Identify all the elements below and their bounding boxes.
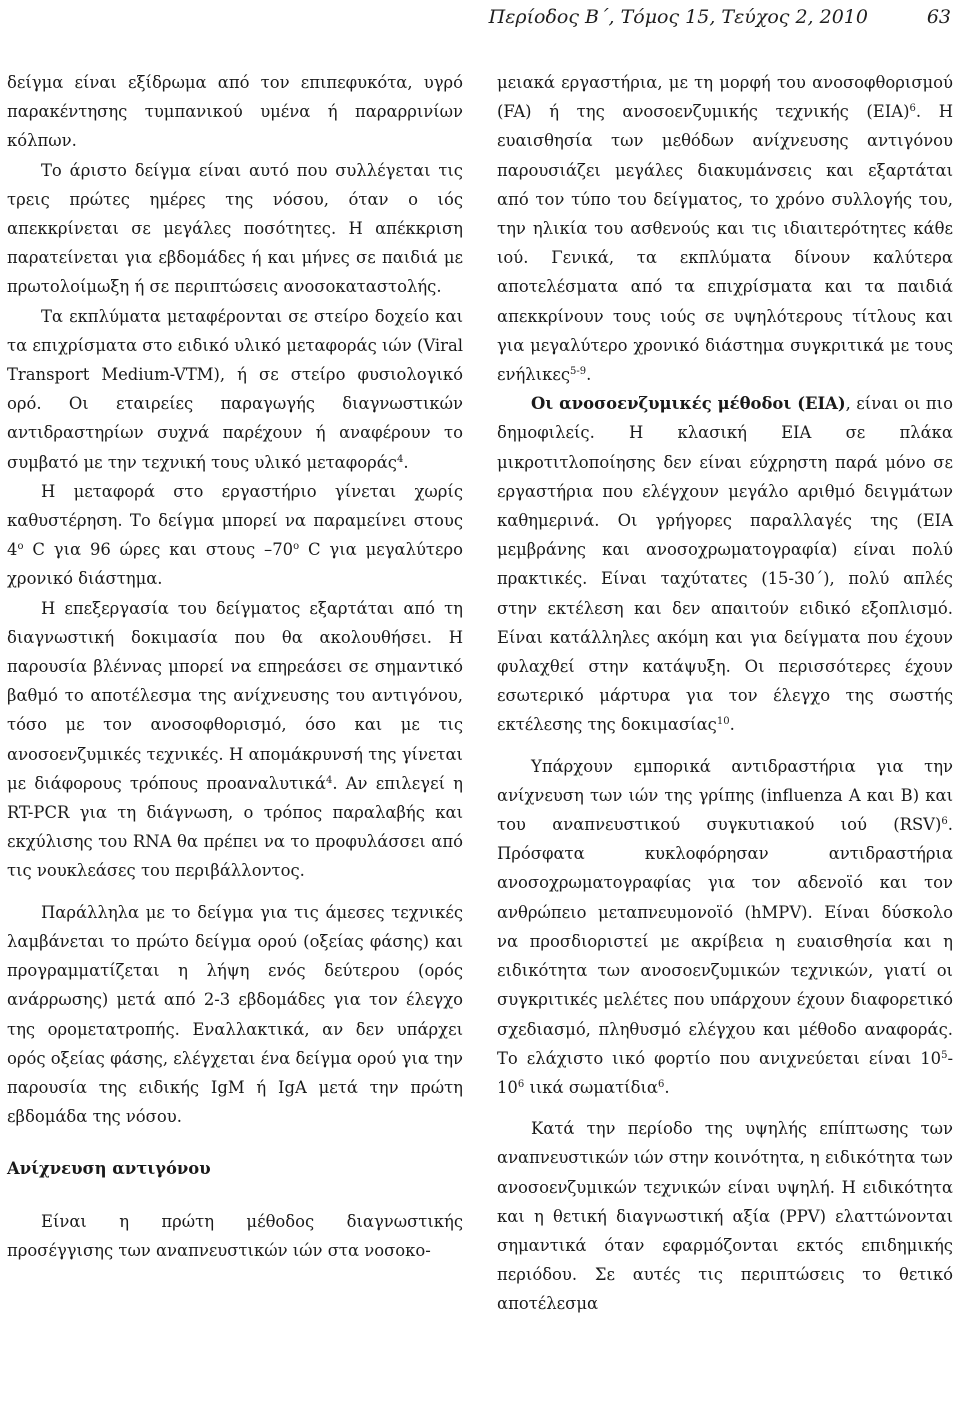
paragraph-text: μειακά εργαστήρια, με τη μορφή του ανοσοφθορισμού (FA) ή της ανοσοενζυμικής τεχνικής (EIA) bbox=[497, 73, 953, 122]
paragraph-text: C για 96 ώρες και στους –70 bbox=[23, 540, 294, 560]
bold-term: Οι ανοσοενζυμικές μέθοδοι (EIA) bbox=[531, 394, 846, 414]
exponent: 5 bbox=[941, 1049, 948, 1061]
paragraph: δείγμα είναι εξίδρωμα από τον επιπεφυκότα, υγρό παρακέντησης τυμπανικού υμένα ή παραρρινίων κόλπων. bbox=[7, 73, 463, 151]
page-number: 63 bbox=[926, 6, 951, 28]
paragraph-text: Η μεταφορά στο εργαστήριο γίνεται χωρίς καθυστέρηση. Το δείγμα μπορεί να παραμείνει στους 4 bbox=[7, 481, 463, 560]
citation-ref: 10 bbox=[716, 716, 730, 728]
paragraph: Παράλληλα με το δείγμα για τις άμεσες τεχνικές λαμβάνεται το πρώτο δείγμα ορού (οξείας φάσης) και προγραμματίζεται η λήψη ενός δεύτερου (ορός ανάρρωσης) μετά από 2-3 εβδομάδες για τον έλεγχο της ορομετατροπής. Εναλλακτικά, αν δεν υπάρχει ορός οξείας φάσης, ελέγχεται ένα δείγμα ορού για την παρουσία της ειδικής IgM ή IgA μετά την πρώτη εβδομάδα της νόσου. bbox=[7, 902, 463, 1127]
paragraph: Είναι η πρώτη μέθοδος διαγνωστικής προσέγγισης των αναπνευστικών ιών στα νοσοκο- bbox=[7, 1211, 463, 1260]
degree-mark: ο bbox=[293, 541, 300, 553]
paragraph-text: . Η ευαισθησία των μεθόδων ανίχνευσης αντιγόνου παρουσιάζει μεγάλες διακυμάνσεις και εξαρτάται από τον τύπο του δείγματος, το χρόνο συλλογής του, την ηλικία του ασθενούς και τις ιδιαιτερότητες κάθε ιού. Γενικά, τα εκπλύματα δίνουν καλύτερα αποτελέσματα από τα επιχρίσματα και τα παιδιά απεκκρίνουν τους ιούς σε υψηλότερους τίτλους και για μεγαλύτερο χρονικό διάστημα συγκριτικά με τους ενήλικες bbox=[497, 102, 953, 385]
paragraph-text: Τα εκπλύματα μεταφέρονται σε στείρο δοχείο και τα επιχρίσματα στο ειδικό υλικό μεταφοράς ιών (Viral Transport Medium-VTM), ή σε στείρο φυσιολογικό ορό. Οι εταιρείες παραγωγής διαγνωστικών αντιδραστηρίων συχνά παρέχουν ή αναφέρουν το συμβατό με την τεχνική τους υλικό μεταφοράς bbox=[7, 306, 463, 472]
paragraph-text: Υπάρχουν εμπορικά αντιδραστήρια για την ανίχνευση των ιών της γρίπης (influenza A και B) και του αναπνευστικού συγκυτιακού ιού (RSV) bbox=[497, 756, 953, 835]
citation-ref: 4 bbox=[396, 453, 404, 465]
paragraph-text: . bbox=[729, 715, 735, 735]
paragraph bbox=[497, 752, 953, 1102]
paragraph-text: . bbox=[586, 365, 592, 385]
paragraph bbox=[7, 302, 463, 477]
citation-ref: 6 bbox=[909, 103, 916, 115]
citation-ref: 5-9 bbox=[570, 366, 587, 378]
paragraph-text: . Αν επιλεγεί η RT-PCR για τη διάγνωση, ο τρόπος παραλαβής και εκχύλισης του RNA θα πρέπει να το προφυλάσσει από τις νουκλεάσες του περιβάλλοντος. bbox=[7, 773, 463, 881]
page-header bbox=[0, 0, 960, 40]
degree-mark: ο bbox=[17, 541, 24, 553]
section-heading: Ανίχνευση αντιγόνου bbox=[7, 1159, 211, 1179]
paragraph: Το άριστο δείγμα είναι αυτό που συλλέγεται τις τρεις πρώτες ημέρες της νόσου, όταν ο ιός απεκκρίνεται σε μεγάλες ποσότητες. Η απέκκριση παρατείνεται για εβδομάδες ή και μήνες σε παιδιά με πρωτολοίμωξη ή σε περιπτώσεις ανοσοκαταστολής. bbox=[7, 160, 463, 297]
paragraph-text: -10 bbox=[497, 1048, 953, 1097]
paragraph-text: , είναι οι πιο δημοφιλείς. Η κλασική EIA σε πλάκα μικροτιτλοποίησης δεν είναι εύχρηστη παρά μόνο σε εργαστήρια που ελέγχουν μεγάλο αριθμό δειγμάτων καθημερινά. Οι γρήγορες παραλλαγές της (EIA μεμβράνης και ανοσοχρωματογραφία) είναι πολύ πρακτικές. Είναι ταχύτατες (15-30΄), πολύ απλές στην εκτέλεση και δεν απαιτούν ειδικό εξοπλισμό. Είναι κατάλληλες ακόμη και για δείγματα που έχουν φυλαχθεί στην κατάψυξη. Οι περισσότερες έχουν εσωτερικό μάρτυρα για τον έλεγχο της σωστής εκτέλεσης της δοκιμασίας bbox=[497, 394, 953, 735]
paragraph: Κατά την περίοδο της υψηλής επίπτωσης των αναπνευστικών ιών στην κοινότητα, η ειδικότητα των ανοσοενζυμικών τεχνικών είναι υψηλή. Η ειδικότητα και η θετική διαγνωστική αξία (PPV) ελαττώνονται σημαντικά όταν εφαρμόζονται εκτός επιδημικής περιόδου. Σε αυτές τις περιπτώσεις το θετικό αποτέλεσμα bbox=[497, 1119, 953, 1314]
paragraph-text: ιικά σωματίδια bbox=[524, 1077, 658, 1097]
citation-ref: 6 bbox=[941, 816, 948, 828]
paragraph bbox=[497, 389, 953, 739]
exponent: 6 bbox=[517, 1078, 525, 1090]
paragraph bbox=[7, 477, 463, 594]
left-column bbox=[7, 68, 463, 1265]
paragraph-text: . bbox=[664, 1077, 670, 1097]
running-head: Περίοδος Β΄, Τόμος 15, Τεύχος 2, 2010 bbox=[488, 6, 868, 28]
citation-ref: 4 bbox=[325, 774, 333, 786]
paragraph-text: C για μεγαλύτερο χρονικό διάστημα. bbox=[7, 540, 463, 589]
paragraph-text: Η επεξεργασία του δείγματος εξαρτάται από τη διαγνωστική δοκιμασία που θα ακολουθήσει. Η παρουσία βλέννας μπορεί να επηρεάσει σε σημαντικό βαθμό το αποτέλεσμα της ανίχνευσης του αντιγόνου, τόσο με τον ανοσοφθορισμό, όσο και με τις ανοσοενζυμικές τεχνικές. Η απομάκρυνσή της γίνεται με διάφορους τρόπους προαναλυτικά bbox=[7, 598, 463, 793]
right-column bbox=[497, 68, 953, 1319]
paragraph-text: . bbox=[403, 452, 409, 472]
citation-ref: 6 bbox=[657, 1078, 665, 1090]
paragraph bbox=[7, 594, 463, 886]
paragraph bbox=[497, 68, 953, 389]
paragraph-text: . Πρόσφατα κυκλοφόρησαν αντιδραστήρια ανοσοχρωματογραφίας για τον αδενοϊό και τον ανθρώπειο μεταπνευμονοϊό (hMPV). Είναι δύσκολο να προσδιοριστεί με ακρίβεια η ευαισθησία και η ειδικότητα των ανοσοενζυμικών τεχνικών, γιατί οι συγκριτικές μελέτες που υπάρχουν έχουν διαφορετικό σχεδιασμό, πληθυσμό ελέγχου και μέθοδο αναφοράς. Το ελάχιστο ιικό φορτίο που ανιχνεύεται είναι 10 bbox=[497, 815, 953, 1068]
